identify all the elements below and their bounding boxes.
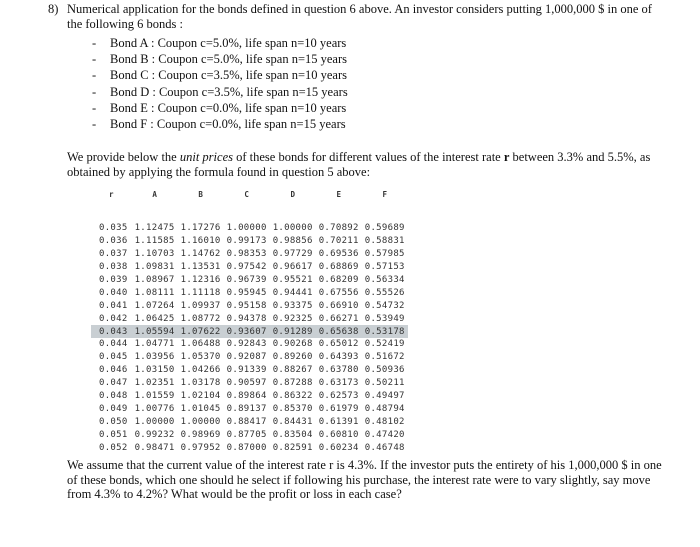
price-cell: 0.50211: [364, 378, 405, 389]
column-header: F: [382, 190, 388, 199]
table-row: [91, 441, 408, 454]
price-cell: 0.95521: [272, 275, 313, 285]
price-cell: 0.96617: [272, 262, 313, 273]
price-cell: 1.00000: [226, 223, 267, 234]
column-header: r: [109, 190, 114, 199]
table-introduction: [67, 150, 667, 179]
bond-c-description: Bond C : Coupon c=3.5%, life span n=10 years: [110, 68, 347, 83]
bond-price-table: [91, 190, 408, 454]
table-row: [91, 338, 408, 351]
table-row: [91, 325, 408, 338]
rate-cell: 0.039: [99, 275, 128, 285]
price-cell: 0.66271: [318, 313, 359, 324]
price-cell: 0.87000: [226, 442, 267, 453]
rate-cell: 0.048: [99, 391, 128, 402]
price-cell: 0.94378: [226, 313, 267, 324]
price-cell: 0.84431: [272, 416, 313, 427]
rate-cell: 0.038: [99, 262, 128, 273]
price-cell: 0.87288: [272, 378, 313, 389]
price-cell: 0.98353: [226, 249, 267, 260]
price-cell: 0.68209: [318, 275, 359, 285]
price-cell: 1.12316: [180, 275, 221, 285]
price-cell: 1.03956: [134, 352, 175, 363]
intro-text-part: between 3.3% and 5.5%, as obtained by applying the formula found in question 5 above:: [67, 150, 651, 179]
table-body: [91, 204, 408, 454]
price-cell: 0.62573: [318, 391, 359, 402]
table-header-row: [91, 190, 408, 204]
column-header: D: [290, 190, 295, 199]
price-cell: 1.04771: [134, 339, 175, 350]
list-item: [92, 100, 348, 116]
price-cell: 0.89260: [272, 352, 313, 363]
price-cell: 0.98471: [134, 442, 175, 453]
price-cell: 0.67556: [318, 287, 359, 298]
question-number: 8): [48, 2, 59, 16]
price-cell: 0.97952: [180, 442, 221, 453]
table-row: [91, 261, 408, 274]
price-cell: 0.91339: [226, 365, 267, 376]
price-cell: 1.06425: [134, 313, 175, 324]
bond-list: [92, 35, 348, 132]
price-cell: 1.05370: [180, 352, 221, 363]
price-cell: 0.63173: [318, 378, 359, 389]
rate-cell: 0.052: [99, 442, 128, 453]
price-cell: 0.65012: [318, 339, 359, 350]
list-item: [92, 51, 348, 67]
price-cell: 1.07264: [134, 300, 175, 311]
column-header: E: [336, 190, 341, 199]
price-cell: 0.65638: [316, 325, 362, 338]
price-cell: 0.99232: [134, 429, 175, 440]
list-item: [92, 84, 348, 100]
rate-cell: 0.051: [99, 429, 128, 440]
price-cell: 0.57985: [364, 249, 405, 260]
price-cell: 0.59689: [364, 223, 405, 234]
price-cell: 0.93607: [224, 325, 270, 338]
bond-b-description: Bond B : Coupon c=5.0%, life span n=15 years: [110, 52, 347, 67]
table-row: [91, 377, 408, 390]
table-row: [91, 390, 408, 403]
price-cell: 0.49497: [364, 391, 405, 402]
price-cell: 1.12475: [134, 223, 175, 234]
price-cell: 0.97729: [272, 249, 313, 260]
price-cell: 0.88267: [272, 365, 313, 376]
table-row: [91, 428, 408, 441]
price-cell: 0.98969: [180, 429, 221, 440]
table-row: [91, 364, 408, 377]
price-cell: 0.60234: [318, 442, 359, 453]
price-cell: 1.09831: [134, 262, 175, 273]
price-cell: 0.97542: [226, 262, 267, 273]
table-row: [91, 222, 408, 235]
list-item: [92, 35, 348, 51]
price-cell: 1.04266: [180, 365, 221, 376]
price-cell: 0.63780: [318, 365, 359, 376]
price-cell: 0.46748: [364, 442, 405, 453]
price-cell: 0.89137: [226, 403, 267, 414]
bond-e-description: Bond E : Coupon c=0.0%, life span n=10 years: [110, 100, 347, 115]
price-cell: 0.90268: [272, 339, 313, 350]
table-row: [91, 351, 408, 364]
price-cell: 0.54732: [364, 300, 405, 311]
price-cell: 1.16010: [180, 236, 221, 247]
table-row: [91, 312, 408, 325]
question-intro: Numerical application for the bonds defined in question 6 above. An investor considers putting 1,000,000 $ in one of the following 6 bonds :: [67, 2, 652, 31]
intro-text-part: We provide below the: [67, 150, 180, 164]
intro-emphasis: unit prices: [179, 150, 233, 164]
price-cell: 0.86322: [272, 391, 313, 402]
price-cell: 1.10703: [134, 249, 175, 260]
price-cell: 0.47420: [364, 429, 405, 440]
table-row: [91, 248, 408, 261]
price-cell: 1.03150: [134, 365, 175, 376]
price-cell: 1.05594: [132, 325, 178, 338]
price-cell: 0.95158: [226, 300, 267, 311]
intro-text-part: of these bonds for different values of the interest rate: [232, 150, 504, 164]
price-cell: 1.09937: [180, 300, 221, 311]
rate-cell: 0.043: [91, 325, 132, 338]
bullet-dash: -: [92, 52, 97, 67]
price-cell: 0.94441: [272, 287, 313, 298]
price-cell: 0.70211: [318, 236, 359, 247]
price-cell: 0.58831: [364, 236, 405, 247]
table-row: [91, 286, 408, 299]
rate-cell: 0.049: [99, 403, 128, 414]
rate-cell: 0.041: [99, 300, 128, 311]
price-cell: 1.01045: [180, 403, 221, 414]
table-row: [91, 274, 408, 287]
rate-cell: 0.035: [99, 223, 128, 234]
price-cell: 1.00000: [134, 416, 175, 427]
bullet-dash: -: [92, 100, 97, 115]
price-cell: 0.92325: [272, 313, 313, 324]
intro-bold-variable: r: [503, 150, 510, 164]
price-cell: 1.00776: [134, 403, 175, 414]
rate-cell: 0.045: [99, 352, 128, 363]
price-cell: 0.92087: [226, 352, 267, 363]
price-cell: 0.87705: [226, 429, 267, 440]
price-cell: 1.03178: [180, 378, 221, 389]
price-cell: 1.00000: [272, 223, 313, 234]
table-spacer-cell: [91, 204, 408, 222]
price-cell: 0.90597: [226, 378, 267, 389]
price-cell: 0.98856: [272, 236, 313, 247]
price-cell: 0.55526: [364, 287, 405, 298]
price-cell: 0.53949: [364, 313, 405, 324]
price-cell: 1.08772: [180, 313, 221, 324]
price-cell: 1.11118: [180, 287, 221, 298]
price-cell: 0.53178: [362, 325, 408, 338]
bullet-dash: -: [92, 117, 97, 132]
table-spacer-row: [91, 204, 408, 222]
rate-cell: 0.046: [99, 365, 128, 376]
price-cell: 0.52419: [364, 339, 405, 350]
price-cell: 0.50936: [364, 365, 405, 376]
price-cell: 1.17276: [180, 223, 221, 234]
bond-d-description: Bond D : Coupon c=3.5%, life span n=15 years: [110, 84, 348, 99]
price-cell: 0.95945: [226, 287, 267, 298]
price-cell: 0.85370: [272, 403, 313, 414]
price-cell: 0.48794: [364, 403, 405, 414]
bullet-dash: -: [92, 36, 97, 50]
table-row: [91, 415, 408, 428]
column-header: A: [152, 190, 157, 199]
price-cell: 0.83504: [272, 429, 313, 440]
price-cell: 1.07622: [178, 325, 224, 338]
rate-cell: 0.044: [99, 339, 128, 350]
column-header: C: [244, 190, 249, 199]
price-cell: 0.61391: [318, 416, 359, 427]
list-item: [92, 116, 348, 132]
price-cell: 1.08967: [134, 275, 175, 285]
rate-cell: 0.047: [99, 378, 128, 389]
price-cell: 0.57153: [364, 262, 405, 273]
price-cell: 0.92843: [226, 339, 267, 350]
price-cell: 0.60810: [318, 429, 359, 440]
rate-cell: 0.050: [99, 416, 128, 427]
price-cell: 1.02351: [134, 378, 175, 389]
rate-cell: 0.042: [99, 313, 128, 324]
price-cell: 0.82591: [272, 442, 313, 453]
price-cell: 0.89864: [226, 391, 267, 402]
table-row: [91, 299, 408, 312]
price-cell: 1.14762: [180, 249, 221, 260]
price-cell: 1.06488: [180, 339, 221, 350]
price-cell: 1.11585: [134, 236, 175, 247]
table-row: [91, 235, 408, 248]
price-cell: 1.02104: [180, 391, 221, 402]
rate-cell: 0.040: [99, 287, 128, 298]
price-cell: 1.00000: [180, 416, 221, 427]
rate-cell: 0.037: [99, 249, 128, 260]
table-row: [91, 402, 408, 415]
column-header: B: [198, 190, 203, 199]
list-item: [92, 67, 348, 83]
price-cell: 0.48102: [364, 416, 405, 427]
price-cell: 1.08111: [134, 287, 175, 298]
bond-a-description: Bond A : Coupon c=5.0%, life span n=10 years: [110, 36, 347, 50]
price-cell: 0.51672: [364, 352, 405, 363]
price-cell: 0.91289: [270, 325, 316, 338]
price-cell: 0.61979: [318, 403, 359, 414]
price-cell: 0.99173: [226, 236, 267, 247]
price-cell: 0.88417: [226, 416, 267, 427]
price-cell: 0.69536: [318, 249, 359, 260]
price-cell: 1.13531: [180, 262, 221, 273]
price-cell: 0.64393: [318, 352, 359, 363]
price-cell: 0.96739: [226, 275, 267, 285]
bullet-dash: -: [92, 84, 97, 99]
price-cell: 0.68869: [318, 262, 359, 273]
rate-cell: 0.036: [99, 236, 128, 247]
bond-f-description: Bond F : Coupon c=0.0%, life span n=15 years: [110, 117, 346, 132]
price-cell: 0.70892: [318, 223, 359, 234]
price-cell: 1.01559: [134, 391, 175, 402]
price-cell: 0.66910: [318, 300, 359, 311]
price-cell: 0.93375: [272, 300, 313, 311]
bullet-dash: -: [92, 68, 97, 83]
closing-question: We assume that the current value of the interest rate r is 4.3%. If the investor puts the entirety of his 1,000,000 $ in one of these bonds, which one should he select if following his purchase, the interest rate were to vary slightly, say move from 4.3% to 4.2%? What would be the profit or loss in each case?: [67, 458, 662, 501]
price-cell: 0.56334: [364, 275, 405, 285]
